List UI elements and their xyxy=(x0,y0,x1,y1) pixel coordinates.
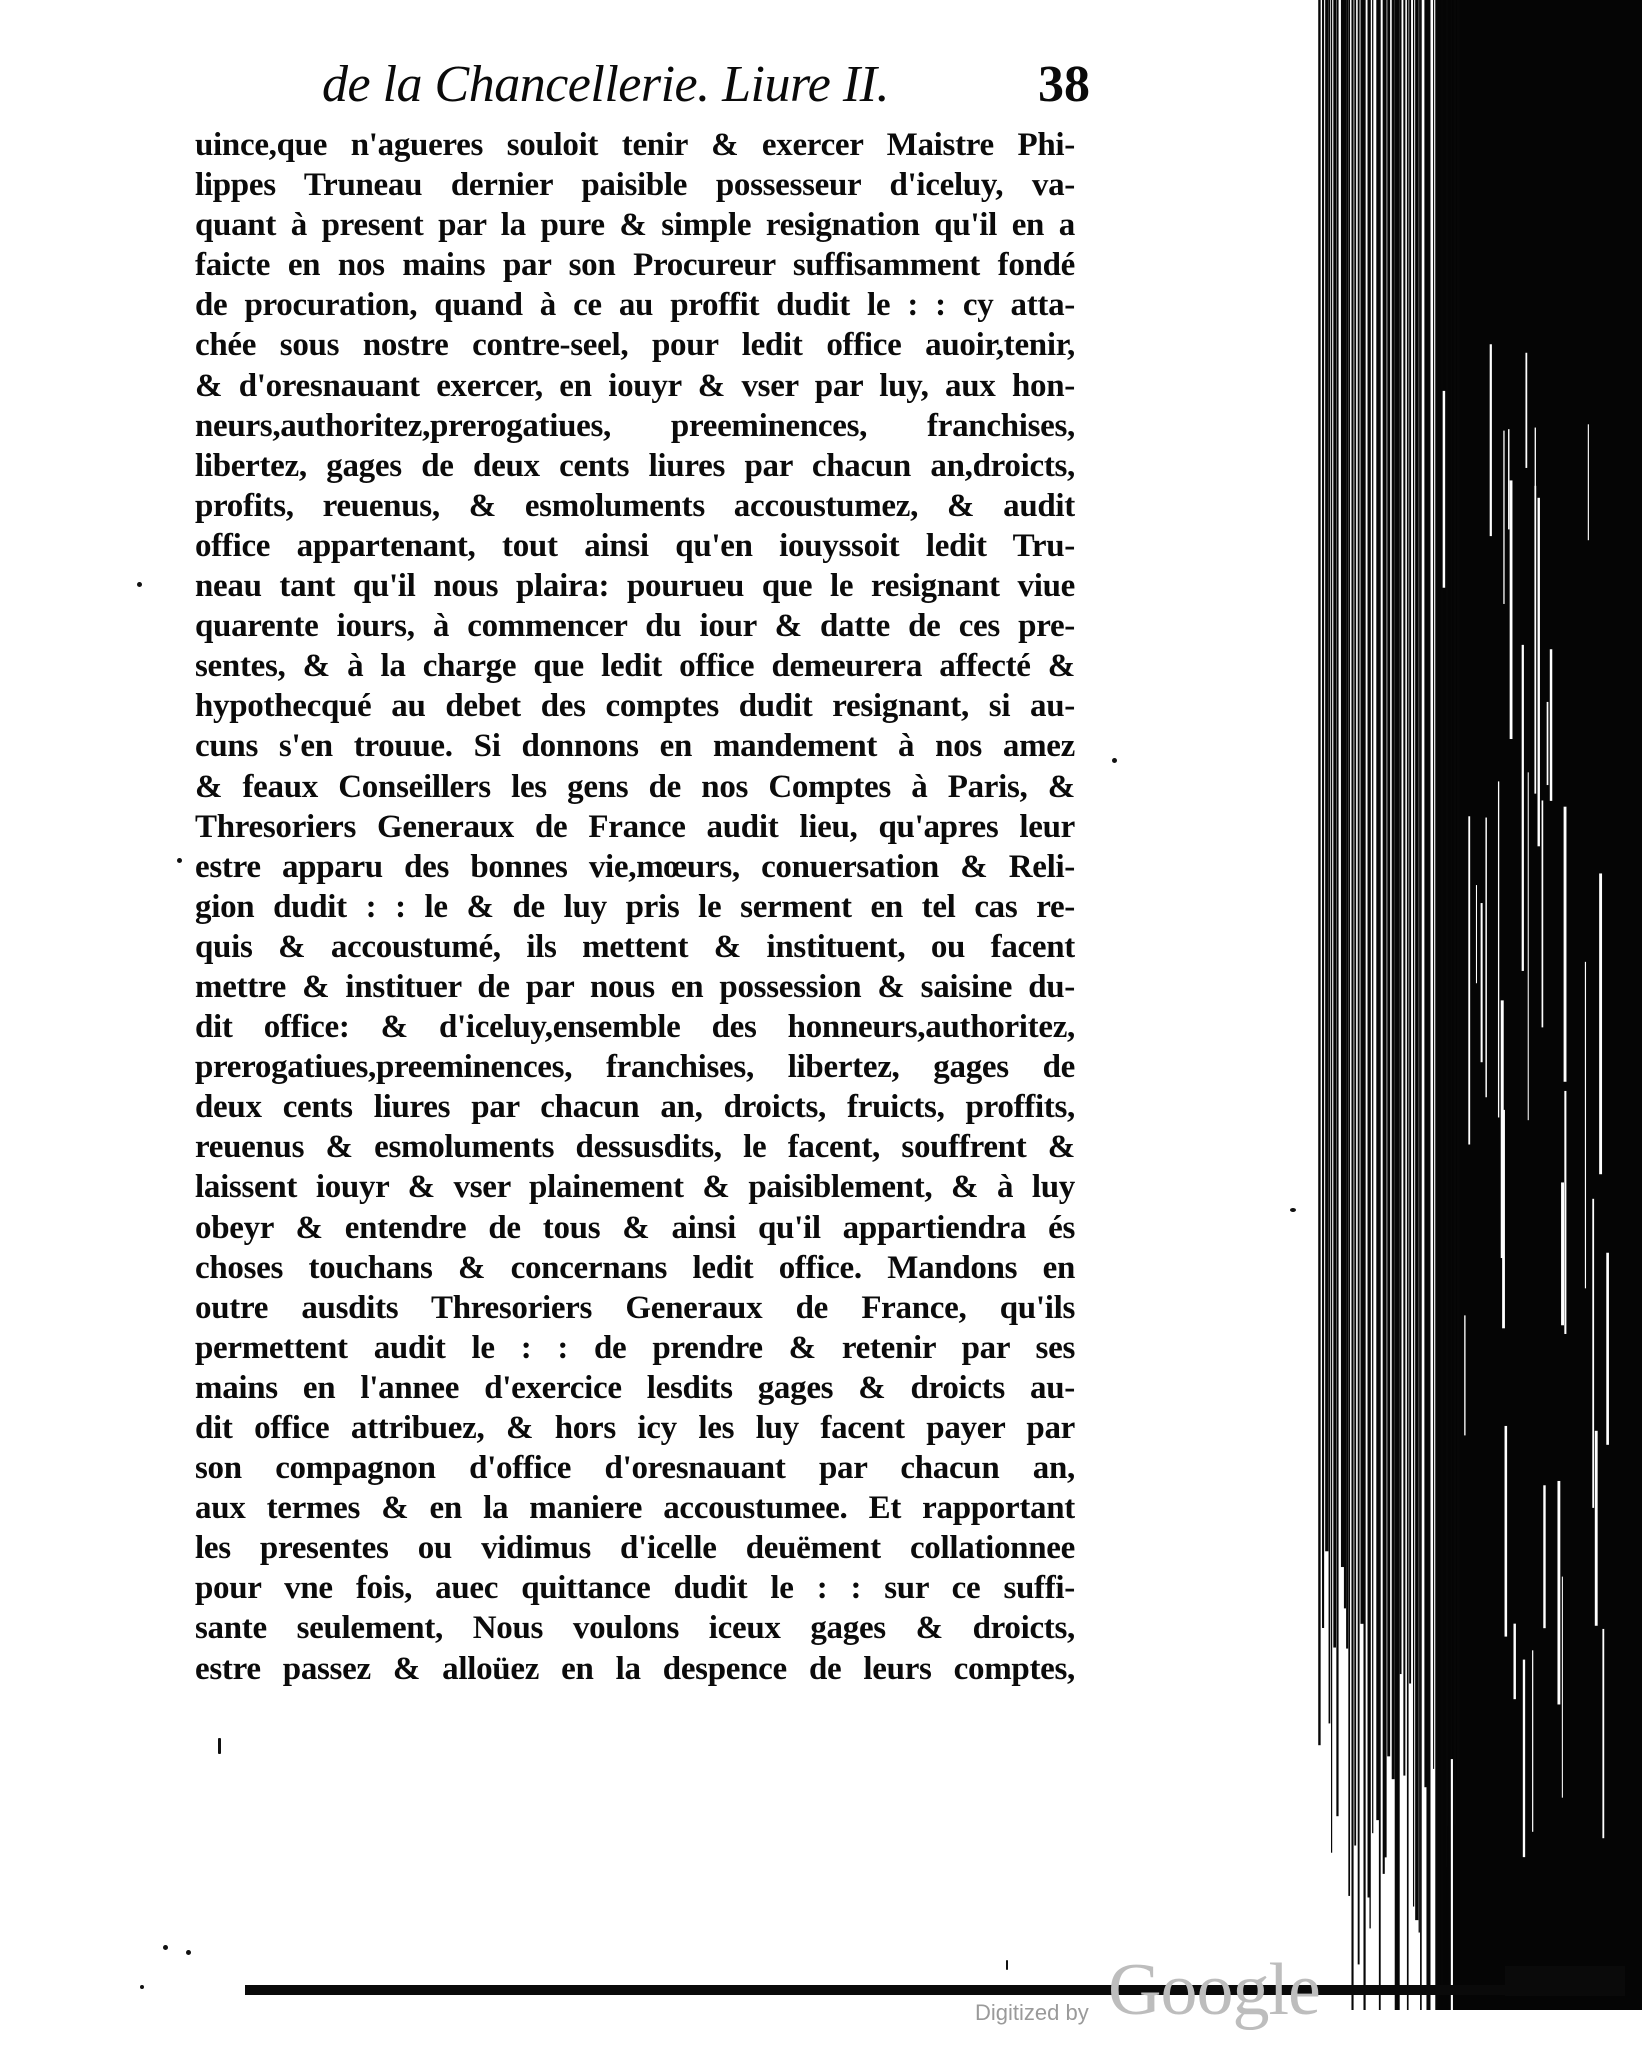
text-line: outre ausdits Thresoriers Generaux de France, qu'ils xyxy=(195,1289,1075,1326)
text-line: obeyr & entendre de tous & ainsi qu'il appartiendra és xyxy=(195,1209,1075,1246)
page-header xyxy=(310,55,1100,130)
scan-speck xyxy=(218,1738,221,1754)
text-line: les presentes ou vidimus d'icelle deuëment collationnee xyxy=(195,1530,1075,1567)
scan-speck xyxy=(140,1985,144,1989)
text-line: hypothecqué au debet des comptes dudit resignant, si au- xyxy=(195,688,1075,725)
body-text xyxy=(195,125,1075,1689)
text-line: dit office attribuez, & hors icy les luy facent payer par xyxy=(195,1410,1075,1446)
scan-speck xyxy=(137,582,142,587)
text-line: cuns s'en trouue. Si donnons en mandement à nos amez xyxy=(195,728,1075,765)
text-line: pour vne fois, auec quittance dudit le : : sur ce suffi- xyxy=(195,1570,1075,1607)
text-line: mettre & instituer de par nous en possession & saisine du- xyxy=(195,968,1075,1005)
text-line: aux termes & en la maniere accoustumee. Et rapportant xyxy=(195,1490,1075,1527)
text-line: libertez, gages de deux cents liures par chacun an,droicts, xyxy=(195,447,1075,484)
text-line: quant à present par la pure & simple resignation qu'il en a xyxy=(195,207,1075,244)
text-line: estre apparu des bonnes vie,mœurs, conuersation & Reli- xyxy=(195,848,1075,885)
running-title: de la Chancellerie. Liure II. xyxy=(322,56,889,113)
text-line: & feaux Conseillers les gens de nos Comptes à Paris, & xyxy=(195,768,1075,805)
text-line: office appartenant, tout ainsi qu'en iouyssoit ledit Tru- xyxy=(195,527,1075,564)
scan-speck xyxy=(1290,1208,1296,1212)
scan-speck xyxy=(177,858,182,863)
text-line: son compagnon d'office d'oresnauant par chacun an, xyxy=(195,1450,1075,1487)
text-line: sentes, & à la charge que ledit office demeurera affecté & xyxy=(195,648,1075,685)
text-line: neurs,authoritez,prerogatiues, preeminences, franchises, xyxy=(195,407,1075,444)
text-line: permettent audit le : : de prendre & retenir par ses xyxy=(195,1329,1075,1366)
scan-speck xyxy=(1112,758,1117,763)
text-line: Thresoriers Generaux de France audit lieu, qu'apres leur xyxy=(195,808,1075,845)
text-line: deux cents liures par chacun an, droicts, fruicts, proffits, xyxy=(195,1089,1075,1126)
text-line: mains en l'annee d'exercice lesdits gages & droicts au- xyxy=(195,1369,1075,1406)
text-line: quarente iours, à commencer du iour & datte de ces pre- xyxy=(195,608,1075,645)
scan-speck xyxy=(163,1945,168,1950)
scan-speck xyxy=(1006,1960,1008,1970)
text-line: chée sous nostre contre-seel, pour ledit office auoir,tenir, xyxy=(195,327,1075,364)
text-line: gion dudit : : le & de luy pris le serment en tel cas re- xyxy=(195,888,1075,925)
digitized-by-label: Digitized by xyxy=(975,2000,1089,2025)
google-logo: Google xyxy=(1108,1949,1320,2031)
text-line: prerogatiues,preeminences, franchises, libertez, gages de xyxy=(195,1049,1075,1086)
text-line: sante seulement, Nous voulons iceux gages & droicts, xyxy=(195,1610,1075,1647)
text-line: reuenus & esmoluments dessusdits, le facent, souffrent & xyxy=(195,1129,1075,1166)
text-line: choses touchans & concernans ledit office. Mandons en xyxy=(195,1249,1075,1286)
text-line: uince,que n'agueres souloit tenir & exercer Maistre Phi- xyxy=(195,127,1075,163)
text-line: profits, reuenus, & esmoluments accoustumez, & audit xyxy=(195,487,1075,524)
text-line: faicte en nos mains par son Procureur suffisamment fondé xyxy=(195,247,1075,284)
text-line: lippes Truneau dernier paisible possesseur d'iceluy, va- xyxy=(195,167,1075,204)
text-line: quis & accoustumé, ils mettent & instituent, ou facent xyxy=(195,928,1075,965)
text-line: estre passez & alloüez en la despence de leurs comptes, xyxy=(195,1650,1075,1687)
page-number: 38 xyxy=(1038,56,1090,113)
text-line: dit office: & d'iceluy,ensemble des honneurs,authoritez, xyxy=(195,1009,1075,1046)
scan-bottom-shadow xyxy=(1505,1966,1625,1996)
scan-bottom-rule xyxy=(245,1985,1625,1995)
scan-edge-shadow xyxy=(1318,0,1642,2010)
text-line: de procuration, quand à ce au proffit dudit le : : cy atta- xyxy=(195,287,1075,324)
text-line: & d'oresnauant exercer, en iouyr & vser par luy, aux hon- xyxy=(195,367,1075,404)
text-line: neau tant qu'il nous plaira: pourueu que le resignant viue xyxy=(195,568,1075,605)
text-line: laissent iouyr & vser plainement & paisiblement, & à luy xyxy=(195,1169,1075,1206)
scan-speck xyxy=(186,1950,191,1955)
